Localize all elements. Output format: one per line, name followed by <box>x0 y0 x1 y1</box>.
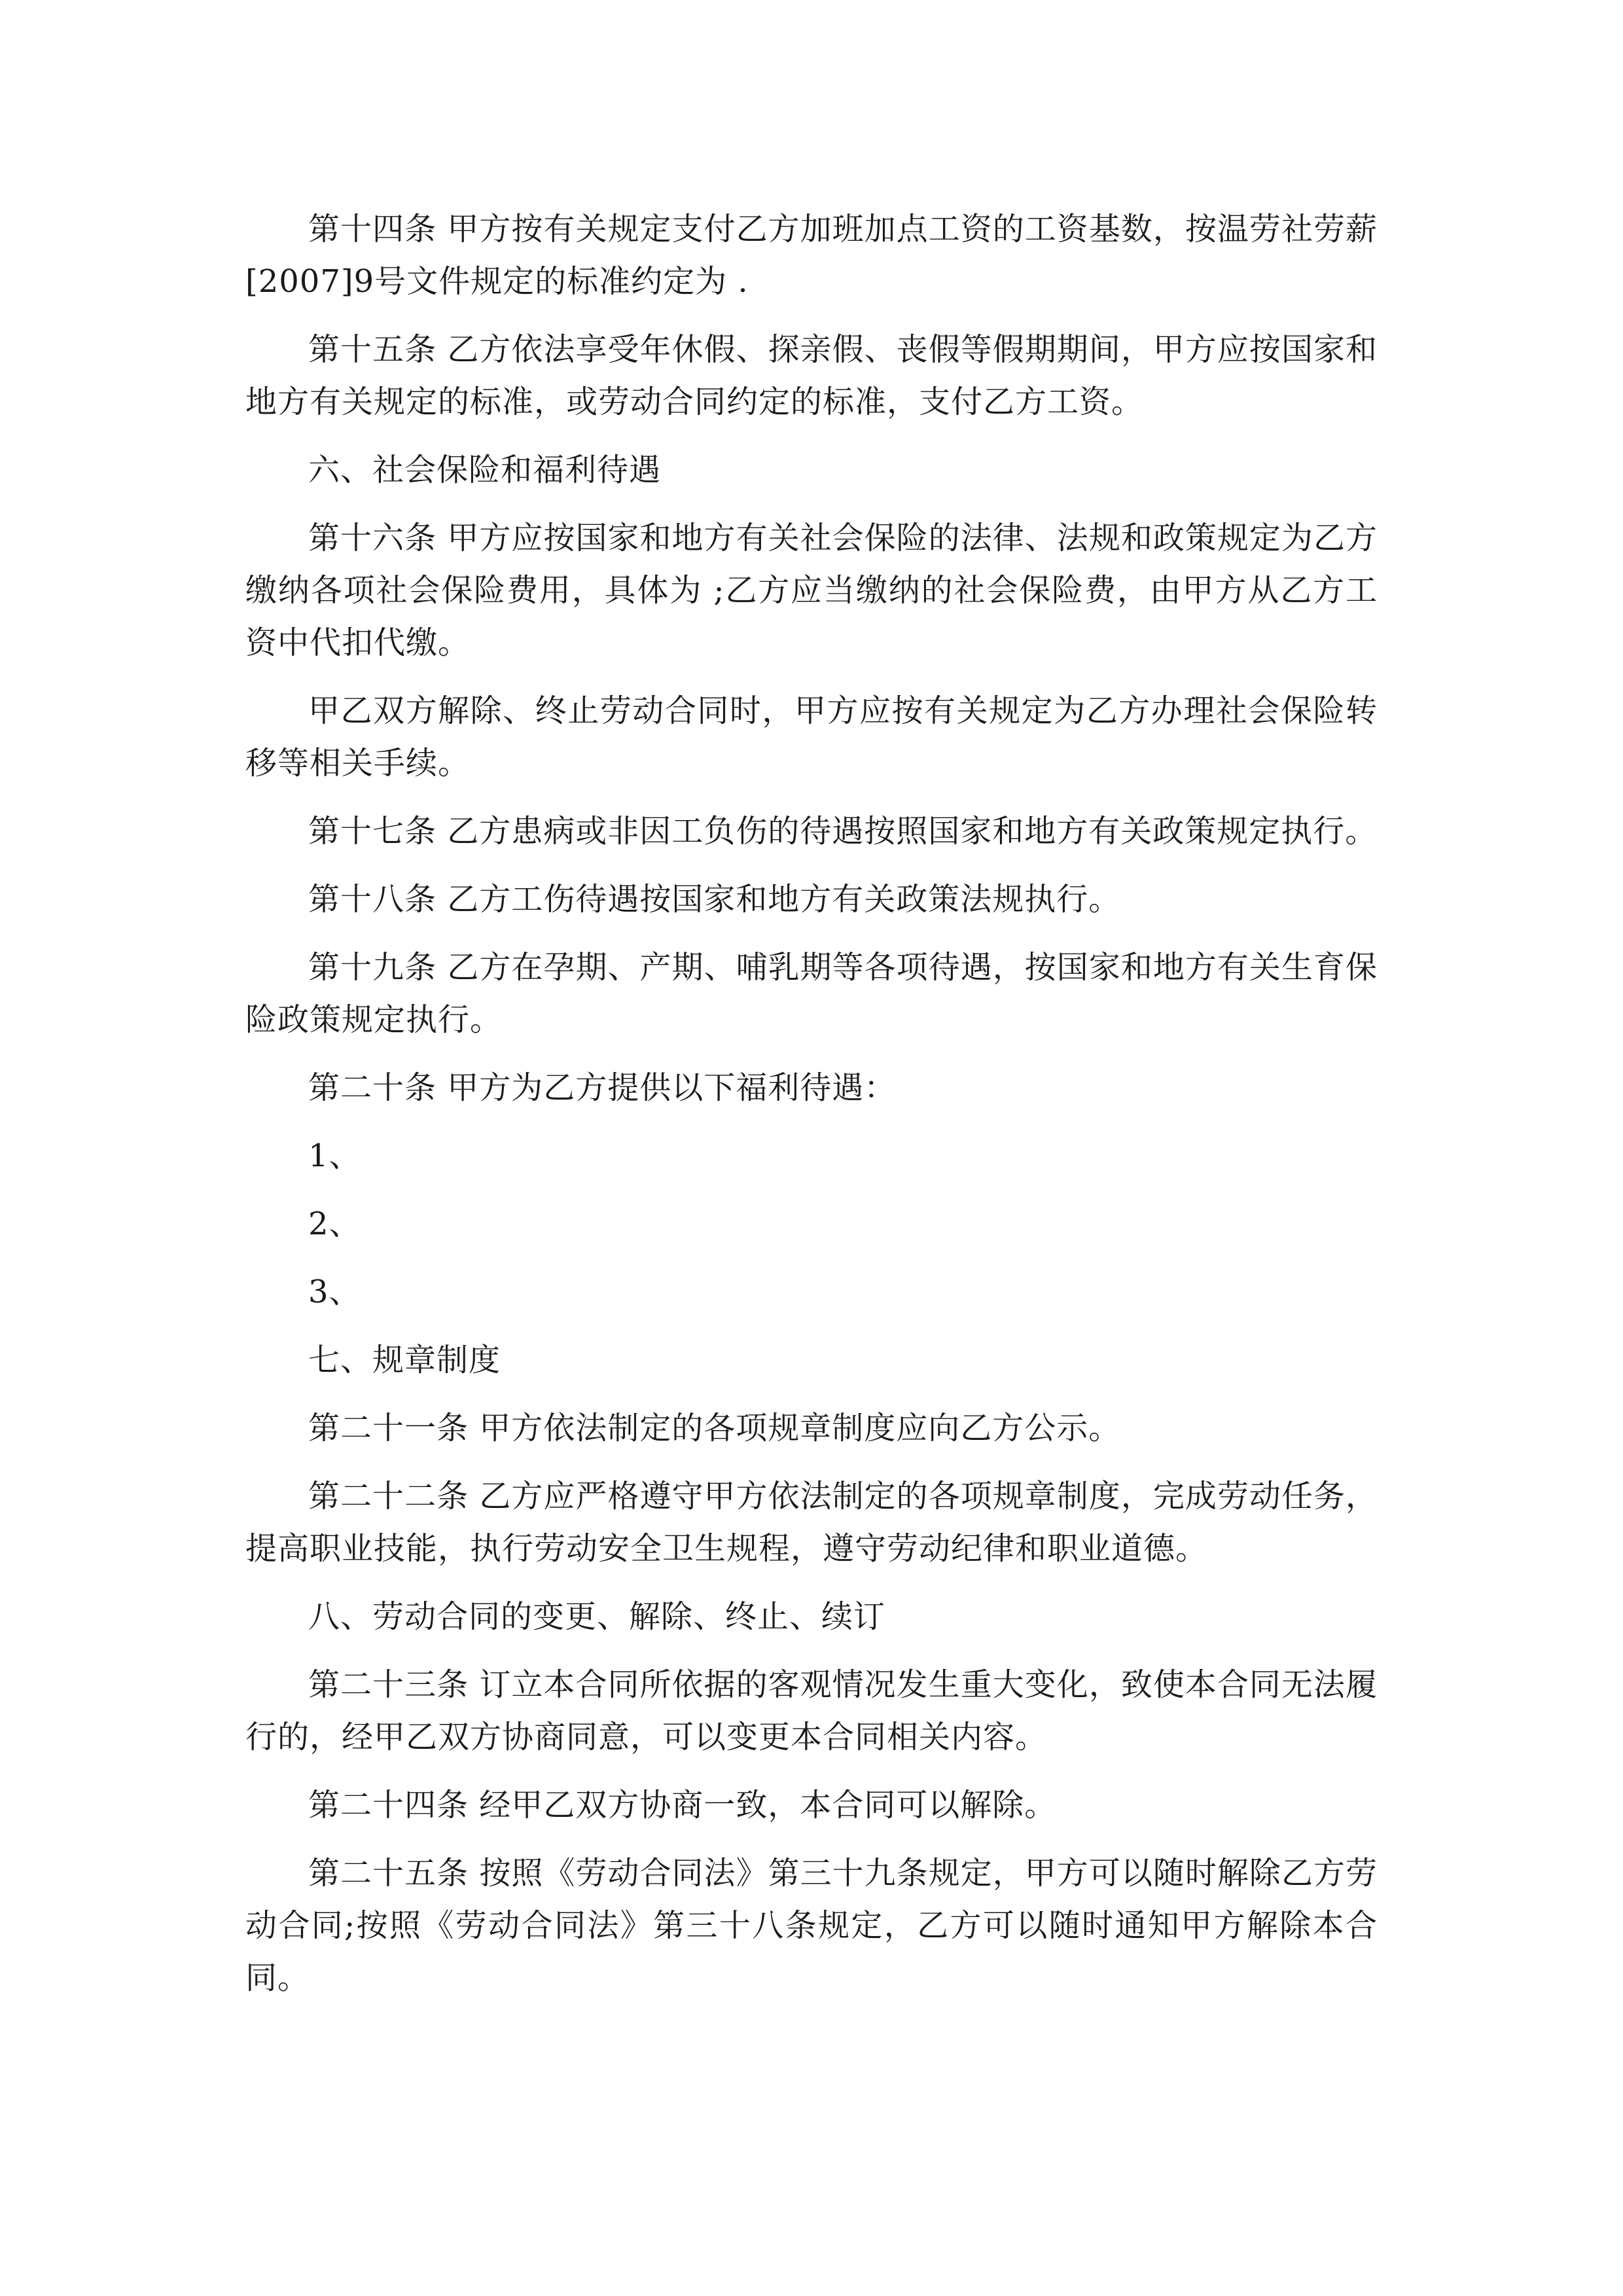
article-16-supplement: 甲乙双方解除、终止劳动合同时，甲方应按有关规定为乙方办理社会保险转移等相关手续。 <box>245 692 1378 781</box>
section-heading-contract-changes: 八、劳动合同的变更、解除、终止、续订 <box>308 1598 886 1635</box>
article-24: 第二十四条 经甲乙双方协商一致，本合同可以解除。 <box>308 1787 1057 1823</box>
article-19: 第十九条 乙方在孕期、产期、哺乳期等各项待遇，按国家和地方有关生育保险政策规定执行。 <box>245 949 1378 1038</box>
document-body <box>245 203 1378 2020</box>
benefit-item-3: 3、 <box>308 1274 361 1310</box>
article-22: 第二十二条 乙方应严格遵守甲方依法制定的各项规章制度，完成劳动任务，提高职业技能，执行劳动安全卫生规程，遵守劳动纪律和职业道德。 <box>245 1478 1378 1567</box>
article-14: 第十四条 甲方按有关规定支付乙方加班加点工资的工资基数，按温劳社劳薪[2007]9号文件规定的标准约定为 . <box>245 211 1378 300</box>
article-16: 第十六条 甲方应按国家和地方有关社会保险的法律、法规和政策规定为乙方缴纳各项社会保险费用，具体为 ;乙方应当缴纳的社会保险费，由甲方从乙方工资中代扣代缴。 <box>245 520 1378 661</box>
section-heading-rules: 七、规章制度 <box>308 1342 501 1378</box>
benefit-item-1: 1、 <box>308 1138 361 1174</box>
section-heading-social-insurance: 六、社会保险和福利待遇 <box>308 452 662 488</box>
article-25: 第二十五条 按照《劳动合同法》第三十九条规定，甲方可以随时解除乙方劳动合同;按照《劳动合同法》第三十八条规定，乙方可以随时通知甲方解除本合同。 <box>245 1855 1378 1996</box>
article-23: 第二十三条 订立本合同所依据的客观情况发生重大变化，致使本合同无法履行的，经甲乙双方协商同意，可以变更本合同相关内容。 <box>245 1666 1378 1755</box>
article-17: 第十七条 乙方患病或非因工负伤的待遇按照国家和地方有关政策规定执行。 <box>308 813 1378 850</box>
benefit-item-2: 2、 <box>308 1206 361 1242</box>
article-21: 第二十一条 甲方依法制定的各项规章制度应向乙方公示。 <box>308 1410 1121 1446</box>
article-20: 第二十条 甲方为乙方提供以下福利待遇： <box>308 1069 897 1106</box>
article-15: 第十五条 乙方依法享受年休假、探亲假、丧假等假期期间，甲方应按国家和地方有关规定的标准，或劳动合同约定的标准，支付乙方工资。 <box>245 331 1378 420</box>
article-18: 第十八条 乙方工伤待遇按国家和地方有关政策法规执行。 <box>308 881 1121 918</box>
